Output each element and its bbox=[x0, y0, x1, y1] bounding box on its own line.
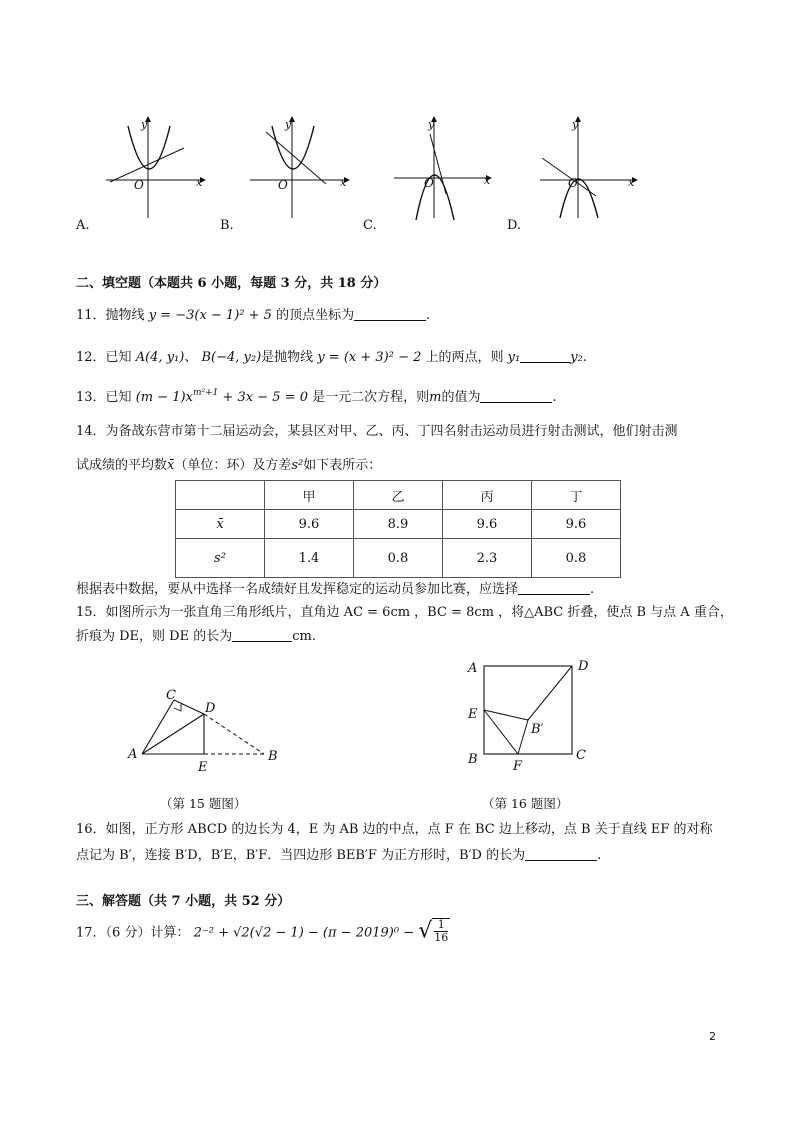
question-number: 12． bbox=[76, 350, 106, 365]
y-label: y bbox=[285, 118, 292, 131]
segment-b-prime-d bbox=[528, 666, 572, 720]
point-b: B(−4, y₂) bbox=[201, 350, 262, 365]
question-text: 的顶点坐标为 bbox=[276, 308, 355, 323]
x-label: x bbox=[340, 176, 347, 189]
formula: y = −3(x − 1)² + 5 bbox=[148, 308, 272, 323]
y-label: y bbox=[572, 118, 579, 131]
question-17: 17．（6 分）计算： 2⁻² + √2(√2 − 1) − (π − 2019)⁰ − √ $\frac{1}{16}$ bbox=[76, 918, 449, 944]
question-16-line2: 点记为 B′，连接 B′D，B′E，B′F．当四边形 BEB′F 为正方形时，B′D 的长为 . bbox=[76, 848, 602, 863]
line-curve bbox=[266, 132, 326, 184]
figure-16 bbox=[478, 662, 578, 762]
formula: y = (x + 3)² − 2 bbox=[317, 350, 422, 365]
segment-b-prime-f bbox=[518, 720, 528, 754]
table-cell: x̄ bbox=[176, 510, 265, 539]
answer-blank[interactable] bbox=[232, 629, 292, 642]
segment-ad bbox=[142, 714, 204, 754]
page-number: 2 bbox=[709, 1030, 716, 1043]
question-14-line1: 14．为备战东营市第十二届运动会，某县区对甲、乙、丙、丁四名射击运动员进行射击测试，他们射击测 bbox=[76, 424, 678, 439]
table-cell: 9.6 bbox=[532, 510, 621, 539]
point-a: A(4, y₁) bbox=[135, 350, 185, 365]
question-number: 17． bbox=[76, 925, 106, 941]
segment-cd bbox=[174, 700, 204, 714]
fig16-label-e: E bbox=[468, 707, 478, 722]
origin-label: O bbox=[134, 178, 144, 192]
figure-16-caption: （第 16 题图） bbox=[482, 796, 569, 811]
question-14-line2: 试成绩的平均数x̄（单位：环）及方差s²如下表所示： bbox=[76, 458, 382, 473]
fig16-label-b: B bbox=[468, 752, 478, 767]
table-cell: 1.4 bbox=[265, 539, 354, 578]
question-15-line2: 折痕为 DE，则 DE 的长为 cm. bbox=[76, 629, 316, 644]
segment-db-dashed bbox=[204, 714, 264, 754]
graph-option-b bbox=[244, 112, 354, 222]
line-curve bbox=[110, 148, 184, 182]
x-label: x bbox=[196, 176, 203, 189]
answer-blank[interactable] bbox=[525, 848, 597, 861]
segment-ac bbox=[142, 700, 174, 754]
x-label: x bbox=[628, 176, 635, 189]
y-label: y bbox=[141, 118, 148, 131]
table-header-row bbox=[176, 481, 621, 510]
question-number: 11． bbox=[76, 308, 106, 323]
origin-label: O bbox=[424, 176, 434, 190]
fig15-label-b: B bbox=[268, 749, 278, 764]
fig16-label-f: F bbox=[513, 759, 523, 774]
graph-option-c bbox=[390, 112, 500, 222]
question-number: 16． bbox=[76, 822, 106, 837]
question-16-line1: 16．如图，正方形 ABCD 的边长为 4，E 为 AB 边的中点，点 F 在 BC 边上移动，点 B 关于直线 EF 的对称 bbox=[76, 822, 713, 837]
y-label: y bbox=[428, 118, 435, 131]
square-abcd bbox=[484, 666, 572, 754]
section-3-title: 三、解答题（共 7 小题，共 52 分） bbox=[76, 894, 291, 909]
question-12: 12．已知 A(4, y₁)、 B(−4, y₂)是抛物线 y = (x + 3)² − 2 上的两点，则 y₁ y₂. bbox=[76, 350, 587, 365]
option-d-label: D. bbox=[507, 218, 522, 233]
fig16-label-c: C bbox=[576, 748, 586, 763]
fig16-label-a: A bbox=[468, 661, 478, 676]
parabola-curve bbox=[128, 126, 170, 169]
table-header-cell: 丙 bbox=[443, 481, 532, 510]
table-header-cell: 乙 bbox=[354, 481, 443, 510]
graph-option-d bbox=[536, 112, 646, 222]
question-11: 11．抛物线 y = −3(x − 1)² + 5 的顶点坐标为 . bbox=[76, 308, 431, 323]
option-b-label: B. bbox=[220, 218, 234, 233]
right-angle-mark bbox=[174, 704, 181, 711]
table-cell: 9.6 bbox=[443, 510, 532, 539]
answer-blank[interactable] bbox=[520, 350, 570, 363]
table-cell: 9.6 bbox=[265, 510, 354, 539]
question-14-line3: 根据表中数据，要从中选择一名成绩好且发挥稳定的运动员参加比赛，应选择 . bbox=[76, 582, 595, 597]
sqrt-fraction: √ $\frac{1}{16}$ bbox=[418, 918, 449, 944]
figure-15 bbox=[130, 684, 290, 774]
table-row bbox=[176, 510, 621, 539]
question-13: 13．已知 $(m - 1)x^{m^2+1} + 3x - 5 = 0$ 是一元二次方程，则m的值为 . bbox=[76, 388, 557, 405]
formula: 2⁻² + √2(√2 − 1) − (π − 2019)⁰ − bbox=[193, 925, 419, 941]
answer-blank[interactable] bbox=[518, 582, 590, 595]
question-number: 14． bbox=[76, 424, 106, 439]
origin-label: O bbox=[278, 178, 288, 192]
question-15-line1: 15．如图所示为一张直角三角形纸片，直角边 AC = 6cm ，BC = 8cm ，将△ABC 折叠，使点 B 与点 A 重合， bbox=[76, 605, 733, 620]
x-label: x bbox=[484, 174, 491, 187]
question-number: 13． bbox=[76, 390, 106, 405]
table-cell: 8.9 bbox=[354, 510, 443, 539]
table-header-cell: 甲 bbox=[265, 481, 354, 510]
fig16-label-b-prime: B′ bbox=[531, 722, 544, 737]
option-c-label: C. bbox=[363, 218, 377, 233]
answer-blank[interactable] bbox=[354, 308, 426, 321]
score-table bbox=[175, 480, 621, 578]
question-text: 抛物线 bbox=[105, 308, 145, 323]
table-header-cell: 丁 bbox=[532, 481, 621, 510]
origin-label: O bbox=[568, 176, 578, 190]
option-a-label: A. bbox=[76, 218, 90, 233]
table-cell: 0.8 bbox=[532, 539, 621, 578]
table-cell: s² bbox=[176, 539, 265, 578]
parabola-curve bbox=[416, 175, 454, 220]
figure-15-caption: （第 15 题图） bbox=[160, 796, 247, 811]
parabola-curve bbox=[560, 179, 598, 218]
section-2-title: 二、填空题（本题共 6 小题，每题 3 分，共 18 分） bbox=[76, 276, 387, 291]
fig15-label-a: A bbox=[128, 747, 138, 762]
formula: (m − 1)x bbox=[135, 390, 193, 405]
answer-blank[interactable] bbox=[480, 390, 552, 403]
table-cell: 0.8 bbox=[354, 539, 443, 578]
fig15-label-c: C bbox=[166, 688, 176, 703]
parabola-curve bbox=[272, 126, 314, 169]
table-row bbox=[176, 539, 621, 578]
question-number: 15． bbox=[76, 605, 106, 620]
fig16-label-d: D bbox=[578, 659, 589, 674]
table-cell: 2.3 bbox=[443, 539, 532, 578]
table-header-cell bbox=[176, 481, 265, 510]
fig15-label-e: E bbox=[198, 760, 208, 775]
fig15-label-d: D bbox=[205, 701, 216, 716]
graph-option-a bbox=[100, 112, 210, 222]
